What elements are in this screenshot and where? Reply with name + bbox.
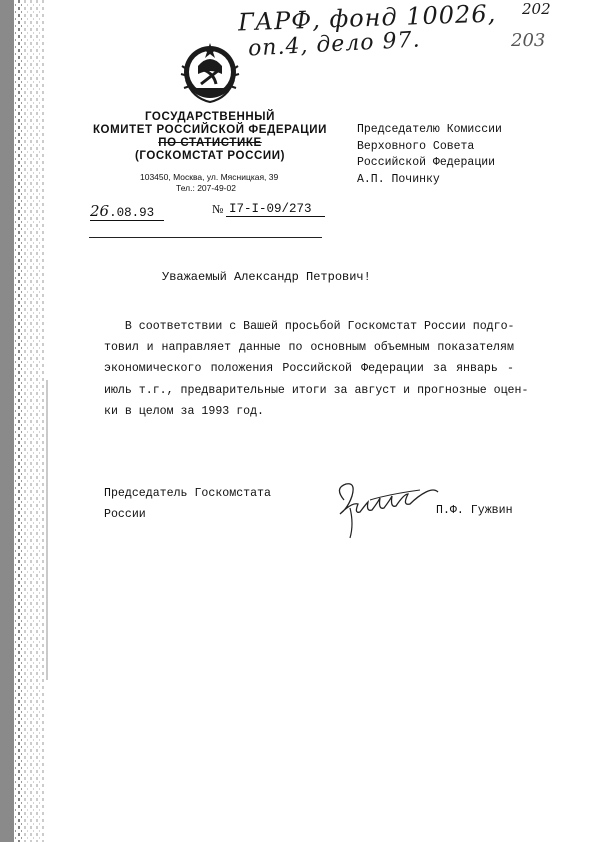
body-word: объемным (373, 341, 430, 355)
organization-name (90, 111, 330, 163)
letter-greeting: Уважаемый Александр Петрович! (162, 270, 371, 284)
recipient-block (357, 122, 502, 188)
org-address-block (140, 172, 278, 194)
recipient-line-1: Председателю Комиссии (357, 123, 502, 136)
recipient-line-4: А.П. Починку (357, 172, 440, 186)
body-word: и (146, 341, 154, 355)
body-word: Федерации (361, 362, 424, 376)
org-phone: Тел.: 207-49-02 (176, 183, 236, 193)
body-word: товил (104, 341, 139, 355)
body-word: данные (238, 341, 281, 355)
recipient-line-2: Верховного Совета (357, 139, 475, 153)
body-line-1-text: В соответствии с Вашей просьбой Госкомстат России подго- (124, 320, 515, 333)
body-word: положения (210, 362, 274, 376)
body-line-4: июль т.г., предварительные итоги за август и прогнозные оцен- (104, 383, 529, 397)
body-word: направляет (161, 341, 232, 355)
letter-body (104, 316, 529, 422)
recipient-line-3: Российской Федерации (357, 156, 496, 169)
body-line-2 (104, 337, 514, 358)
body-word: по (288, 341, 303, 355)
org-line-4: (ГОСКОМСТАТ РОССИИ) (134, 150, 286, 162)
body-word: Российской (282, 362, 352, 376)
date-month-year: .08.93 (109, 206, 155, 220)
body-word: за (432, 362, 447, 376)
body-line-3 (104, 358, 514, 379)
body-line-5: ки в целом за 1993 год. (104, 404, 265, 418)
rsfsr-coat-of-arms-icon (178, 40, 242, 106)
document-number: I7-I-09/273 (226, 202, 325, 217)
page-number-secondary: 203 (511, 30, 546, 51)
document-date (90, 202, 164, 221)
archive-reference-line1: ГАРФ, фонд 10026, (237, 0, 497, 37)
signatory-title (104, 483, 271, 525)
page-number-handwritten: 202 (522, 0, 551, 18)
handwritten-signature (330, 478, 442, 544)
letterhead-divider (89, 237, 322, 238)
signatory-name: П.Ф. Гужвин (436, 504, 513, 517)
body-line-1 (104, 316, 514, 337)
date-day: 26 (90, 202, 110, 220)
signatory-title-line-2: России (104, 508, 146, 521)
body-word: экономического (104, 362, 202, 376)
org-line-1: ГОСУДАРСТВЕННЫЙ (144, 111, 276, 123)
archive-reference-line2: оп.4, дело 97. (247, 27, 422, 62)
scan-edge-shadow (0, 0, 60, 842)
org-address: 103450, Москва, ул. Мясницкая, 39 (140, 172, 279, 182)
body-word: показателям (437, 341, 514, 355)
org-line-3: ПО СТАТИСТИКЕ (158, 137, 262, 149)
body-word: основным (310, 341, 366, 355)
body-word: - (507, 362, 514, 376)
org-line-2: КОМИТЕТ РОССИЙСКОЙ ФЕДЕРАЦИИ (92, 124, 328, 136)
signatory-title-line-1: Председатель Госкомстата (104, 487, 271, 500)
body-word: январь (456, 362, 498, 376)
number-label: № (212, 202, 224, 216)
